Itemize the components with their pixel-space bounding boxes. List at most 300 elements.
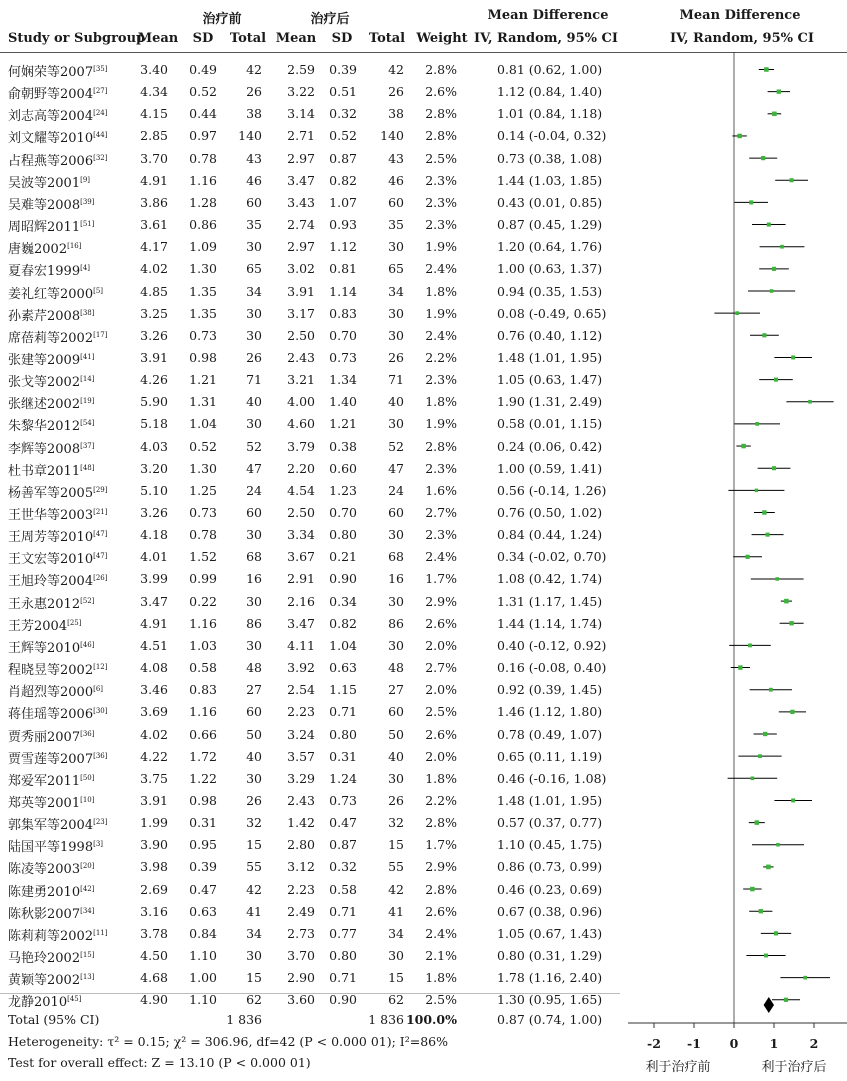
total-before: 30 — [246, 416, 262, 432]
mean-before: 4.91 — [140, 615, 168, 631]
mean-difference-ci: 1.48 (1.01, 1.95) — [497, 792, 603, 808]
point-estimate — [803, 976, 807, 980]
total-before: 30 — [246, 637, 262, 653]
weight: 1.8% — [425, 394, 457, 410]
mean-before: 2.69 — [140, 881, 168, 897]
study-ref: [12] — [93, 663, 108, 672]
point-estimate — [761, 156, 765, 160]
study-ref: [45] — [67, 995, 82, 1004]
weight: 2.7% — [425, 660, 457, 676]
mean-after: 2.74 — [287, 217, 315, 233]
study-ref: [3] — [93, 840, 104, 849]
sd-after: 0.34 — [329, 593, 357, 609]
study-name-text: 贾雪莲等2007 — [8, 751, 94, 767]
total-before: 140 — [238, 128, 262, 144]
weight: 2.0% — [425, 682, 457, 698]
mean-before: 4.50 — [140, 948, 168, 963]
mean-difference-ci: 0.65 (0.11, 1.19) — [497, 748, 603, 764]
mean-before: 4.22 — [140, 748, 168, 764]
x-tick-label: 2 — [809, 1036, 819, 1051]
study-ref: [50] — [80, 773, 95, 782]
study-name-text: 吴难等2008 — [8, 197, 81, 213]
weight: 2.8% — [425, 62, 457, 77]
sd-before: 0.58 — [189, 660, 217, 676]
total-after: 30 — [388, 593, 404, 609]
study-name-text: 黄颖等2002 — [8, 973, 81, 989]
x-tick-label: -1 — [687, 1036, 701, 1051]
sd-after: 1.04 — [329, 637, 357, 653]
sd-before: 0.52 — [189, 84, 217, 100]
md-title-header: Mean Difference — [487, 8, 609, 23]
sd-before: 0.49 — [189, 62, 217, 77]
sd-before: 0.83 — [189, 682, 217, 698]
study-ref: [14] — [80, 375, 95, 384]
mean-difference-ci: 0.43 (0.01, 0.85) — [497, 194, 603, 210]
study-ref: [4] — [80, 264, 91, 273]
point-estimate — [764, 67, 769, 72]
mean-difference-ci: 0.78 (0.49, 1.07) — [497, 726, 603, 742]
total-before: 26 — [246, 792, 262, 808]
total-before: 35 — [246, 217, 262, 233]
study-name-text: 刘文耀等2010 — [8, 131, 94, 147]
mean-difference-ci: 0.40 (-0.12, 0.92) — [497, 637, 607, 653]
study-ref: [16] — [67, 242, 82, 251]
x-tick-label: 0 — [729, 1036, 739, 1051]
sd-after: 0.71 — [329, 704, 357, 720]
mean-before: 3.47 — [140, 593, 168, 609]
total-after: 55 — [388, 859, 404, 875]
sd-before: 1.22 — [189, 770, 217, 786]
sd-after: 1.23 — [329, 482, 357, 498]
mean-difference-ci: 1.46 (1.12, 1.80) — [497, 704, 603, 720]
study-name-text: 陆国平等1998 — [8, 840, 94, 856]
total-after: 40 — [388, 748, 404, 764]
mean-after: 2.97 — [287, 150, 315, 166]
sd-after: 0.80 — [329, 527, 357, 543]
total-before: 41 — [246, 903, 262, 919]
study-name-text: 李辉等2008 — [8, 441, 81, 457]
mean-before: 3.91 — [140, 792, 168, 808]
sd-before: 0.44 — [189, 106, 217, 122]
sd-after: 1.40 — [329, 394, 357, 410]
total-before: 30 — [246, 948, 262, 963]
sd-before: 1.30 — [189, 261, 217, 277]
study-name-text: 马艳玲2002 — [8, 951, 81, 966]
weight: 2.6% — [425, 84, 457, 100]
sd-before: 1.31 — [189, 394, 217, 410]
study-name-text: 姜礼红等2000 — [8, 286, 94, 302]
total-after: 86 — [388, 615, 404, 631]
total-after: 30 — [388, 327, 404, 343]
mean-after: 3.91 — [287, 283, 315, 299]
point-estimate — [790, 710, 794, 714]
mean-before: 3.78 — [140, 925, 168, 941]
sd-after: 1.14 — [329, 283, 357, 299]
mean-before: 3.91 — [140, 349, 168, 365]
weight: 1.6% — [425, 482, 457, 498]
total-after: 30 — [388, 948, 404, 963]
sd-after: 1.15 — [329, 682, 357, 698]
study-name-text: 蒋佳瑶等2006 — [8, 707, 94, 723]
mean-before: 5.90 — [140, 394, 168, 410]
mean-after: 1.42 — [287, 815, 315, 831]
weight: 2.3% — [425, 527, 457, 543]
sd-before: 1.16 — [189, 172, 217, 188]
overall-effect-text: Test for overall effect: Z = 13.10 (P < 0.000 01) — [8, 1055, 311, 1070]
total-after: 65 — [388, 261, 404, 277]
plot-method-header: IV, Random, 95% CI — [670, 31, 814, 46]
study-name-text: 程晓昱等2002 — [8, 663, 94, 679]
weight: 2.1% — [425, 948, 457, 963]
point-estimate — [762, 510, 766, 514]
sd-after: 0.82 — [329, 172, 357, 188]
mean-before: 4.17 — [140, 239, 168, 255]
study-ref: [35] — [93, 65, 108, 73]
mean-before: 3.69 — [140, 704, 168, 720]
total-before: 60 — [246, 505, 262, 520]
mean-before: 4.15 — [140, 106, 168, 122]
mean-after: 2.20 — [287, 460, 315, 476]
total-before: 71 — [246, 372, 262, 388]
mean-difference-ci: 0.16 (-0.08, 0.40) — [497, 660, 607, 676]
total-before: 26 — [246, 84, 262, 100]
mean-after: 2.54 — [287, 682, 315, 698]
study-name-text: 占程燕等2006 — [8, 153, 94, 169]
study-ref: [21] — [93, 508, 108, 516]
total-before: 27 — [246, 682, 262, 698]
study-ref: [51] — [80, 220, 95, 229]
total-after: 34 — [388, 283, 404, 299]
md-method-header: IV, Random, 95% CI — [474, 31, 618, 46]
study-ref: [36] — [93, 751, 108, 760]
study-name-text: 张戈等2002 — [8, 375, 81, 391]
total-after: 68 — [388, 549, 404, 565]
mean1-header: Mean — [137, 31, 179, 46]
mean-after: 3.29 — [287, 770, 315, 786]
mean-after: 2.71 — [287, 128, 315, 144]
study-name-text: 陈莉莉等2002 — [8, 928, 94, 944]
weight: 2.8% — [425, 815, 457, 831]
sd-before: 1.00 — [189, 970, 217, 986]
total-after: 42 — [388, 62, 404, 77]
mean-difference-ci: 1.00 (0.63, 1.37) — [497, 261, 603, 277]
mean-after: 2.59 — [287, 62, 315, 77]
study-name-text: 周昭辉2011 — [8, 220, 81, 236]
mean-before: 5.18 — [140, 416, 168, 432]
study-ref: [32] — [93, 153, 108, 162]
mean-after: 2.23 — [287, 881, 315, 897]
sd-after: 1.12 — [329, 239, 357, 255]
sd-before: 1.10 — [189, 948, 217, 963]
sd2-header: SD — [331, 31, 353, 46]
mean-before: 3.98 — [140, 859, 168, 875]
study-ref: [44] — [93, 131, 108, 140]
mean-difference-ci: 1.44 (1.03, 1.85) — [497, 172, 603, 188]
mean-after: 4.60 — [287, 416, 315, 432]
total-after: 38 — [388, 106, 404, 122]
total-before: 16 — [246, 571, 262, 587]
study-ref: [17] — [93, 330, 108, 339]
total-before: 42 — [246, 881, 262, 897]
total-after: 30 — [388, 416, 404, 432]
study-name-text: 孙素芹2008 — [8, 308, 81, 324]
sd-before: 0.31 — [189, 815, 217, 831]
total-after: 32 — [388, 815, 404, 831]
mean-difference-ci: 0.73 (0.38, 1.08) — [497, 150, 603, 166]
total-before: 42 — [246, 62, 262, 77]
weight: 2.0% — [425, 637, 457, 653]
weight: 1.7% — [425, 837, 457, 853]
sd-after: 0.70 — [329, 327, 357, 343]
study-name-text: 朱黎华2012 — [8, 419, 81, 435]
mean-difference-ci: 0.94 (0.35, 1.53) — [497, 283, 603, 299]
x-tick-label: -2 — [647, 1036, 661, 1051]
mean-after: 3.14 — [287, 106, 315, 122]
total-before: 30 — [246, 239, 262, 255]
mean-difference-ci: 1.05 (0.63, 1.47) — [497, 372, 603, 388]
total-after: 71 — [388, 372, 404, 388]
mean-after: 2.16 — [287, 593, 315, 609]
sd-after: 1.21 — [329, 416, 357, 432]
mean-difference-ci: 1.12 (0.84, 1.40) — [497, 84, 603, 100]
weight: 2.0% — [425, 748, 457, 764]
point-estimate — [776, 843, 780, 847]
mean-after: 3.47 — [287, 615, 315, 631]
total-after: 62 — [388, 992, 404, 1008]
study-ref: [19] — [80, 397, 95, 406]
sd-after: 0.81 — [329, 261, 357, 277]
total-after: 30 — [388, 239, 404, 255]
study-ref: [20] — [80, 862, 95, 871]
point-estimate — [751, 776, 755, 780]
study-ref: [34] — [80, 906, 95, 915]
total-before: 40 — [246, 748, 262, 764]
total-after: 46 — [388, 172, 404, 188]
point-estimate — [767, 223, 771, 227]
weight: 2.6% — [425, 903, 457, 919]
mean-before: 2.85 — [140, 128, 168, 144]
mean-difference-ci: 0.76 (0.40, 1.12) — [497, 327, 603, 343]
point-estimate — [764, 954, 768, 958]
total-ci: 0.87 (0.74, 1.00) — [497, 1012, 603, 1027]
study-name-text: 席蓓莉等2002 — [8, 330, 94, 346]
total-after: 48 — [388, 660, 404, 676]
sd-after: 0.51 — [329, 84, 357, 100]
sd-after: 1.24 — [329, 770, 357, 786]
total-label: Total (95% CI) — [8, 1012, 100, 1027]
total-after: 41 — [388, 903, 404, 919]
sd-before: 1.09 — [189, 239, 217, 255]
heterogeneity-text: Heterogeneity: τ² = 0.15; χ² = 306.96, df=42 (P < 0.000 01); I²=86% — [8, 1034, 449, 1049]
study-ref: [9] — [80, 175, 91, 184]
total-weight: 100.0% — [405, 1012, 457, 1027]
sd-before: 0.99 — [189, 571, 217, 587]
weight: 2.8% — [425, 438, 457, 454]
point-estimate — [746, 555, 750, 559]
mean-difference-ci: 0.81 (0.62, 1.00) — [497, 62, 603, 77]
mean-after: 3.67 — [287, 549, 315, 565]
mean-before: 3.46 — [140, 682, 168, 698]
sd-after: 0.80 — [329, 726, 357, 742]
weight: 2.3% — [425, 460, 457, 476]
mean-before: 4.18 — [140, 527, 168, 543]
weight: 2.3% — [425, 217, 457, 233]
total-after: 26 — [388, 792, 404, 808]
study-ref: [37] — [80, 441, 95, 450]
total-after: 15 — [388, 970, 404, 986]
study-ref: [54] — [80, 419, 95, 428]
study-name-text: 张继述2002 — [8, 397, 81, 413]
total-after: 16 — [388, 571, 404, 587]
sd1-header: SD — [192, 31, 214, 46]
total-after: 40 — [388, 394, 404, 410]
total-after: 24 — [388, 482, 404, 498]
total-before: 26 — [246, 349, 262, 365]
weight: 2.3% — [425, 172, 457, 188]
sd-before: 0.97 — [189, 128, 217, 144]
mean-difference-ci: 1.90 (1.31, 2.49) — [497, 394, 603, 410]
total-after: 30 — [388, 637, 404, 653]
sd-after: 0.80 — [329, 948, 357, 963]
study-ref: [25] — [67, 618, 82, 627]
weight: 2.8% — [425, 881, 457, 897]
study-name-text: 吴波等2001 — [8, 175, 81, 191]
study-name-text: 王文宏等2010 — [8, 552, 94, 568]
mean-difference-ci: 1.01 (0.84, 1.18) — [497, 106, 603, 122]
mean2-header: Mean — [275, 31, 317, 46]
mean-before: 3.86 — [140, 194, 168, 210]
study-ref: [48] — [80, 463, 95, 472]
mean-before: 3.20 — [140, 460, 168, 476]
weight: 2.4% — [425, 925, 457, 941]
study-ref: [27] — [93, 87, 108, 96]
study-ref: [26] — [93, 574, 108, 583]
sd-before: 1.25 — [189, 482, 217, 498]
total-before: 62 — [246, 992, 262, 1008]
mean-after: 3.17 — [287, 305, 315, 321]
point-estimate — [759, 909, 763, 913]
mean-difference-ci: 0.80 (0.31, 1.29) — [497, 948, 603, 963]
weight: 2.4% — [425, 327, 457, 343]
point-estimate — [755, 489, 758, 492]
sd-before: 0.66 — [189, 726, 217, 742]
sd-after: 0.21 — [329, 549, 357, 565]
sd-after: 0.87 — [329, 150, 357, 166]
weight: 2.4% — [425, 261, 457, 277]
study-name-text: 杨善军等2005 — [8, 485, 94, 501]
sd-after: 1.34 — [329, 372, 357, 388]
sd-before: 1.52 — [189, 549, 217, 565]
mean-after: 3.60 — [287, 992, 315, 1008]
sd-after: 0.87 — [329, 837, 357, 853]
study-ref: [11] — [93, 928, 108, 937]
total-after: 26 — [388, 84, 404, 100]
study-ref: [38] — [80, 308, 95, 317]
weight: 2.6% — [425, 726, 457, 742]
point-estimate — [748, 644, 752, 648]
mean-difference-ci: 0.24 (0.06, 0.42) — [497, 438, 603, 454]
sd-before: 0.63 — [189, 903, 217, 919]
point-estimate — [790, 178, 794, 182]
mean-before: 4.85 — [140, 283, 168, 299]
total-after: 47 — [388, 460, 404, 476]
sd-before: 1.10 — [189, 992, 217, 1008]
mean-before: 1.99 — [140, 815, 168, 831]
sd-before: 1.16 — [189, 615, 217, 631]
mean-after: 2.50 — [287, 327, 315, 343]
total-before: 30 — [246, 305, 262, 321]
point-estimate — [758, 754, 762, 758]
study-ref: [10] — [80, 795, 95, 804]
sd-after: 0.39 — [329, 62, 357, 77]
point-estimate — [789, 621, 793, 625]
sd-after: 0.82 — [329, 615, 357, 631]
point-estimate — [735, 311, 739, 315]
mean-before: 3.70 — [140, 150, 168, 166]
point-estimate — [791, 798, 795, 802]
sd-before: 0.73 — [189, 505, 217, 520]
mean-before: 4.68 — [140, 970, 168, 986]
study-name-text: 肖超烈等2000 — [8, 685, 94, 701]
study-name-text: 俞朝野等2004 — [8, 87, 94, 103]
weight: 2.9% — [425, 859, 457, 875]
mean-before: 3.99 — [140, 571, 168, 587]
sd-before: 0.86 — [189, 217, 217, 233]
total-after: 60 — [388, 704, 404, 720]
mean-difference-ci: 0.34 (-0.02, 0.70) — [497, 549, 607, 565]
total-after: 30 — [388, 527, 404, 543]
weight: 1.9% — [425, 239, 457, 255]
total-before: 86 — [246, 615, 262, 631]
weight: 1.9% — [425, 305, 457, 321]
study-ref: [46] — [80, 640, 95, 649]
mean-after: 3.02 — [287, 261, 315, 277]
mean-after: 4.11 — [287, 637, 315, 653]
mean-before: 4.03 — [140, 438, 168, 454]
weight: 2.4% — [425, 549, 457, 565]
study-name-text: 王周芳等2010 — [8, 530, 94, 546]
point-estimate — [741, 444, 746, 449]
sd-after: 0.90 — [329, 571, 357, 587]
point-estimate — [755, 422, 759, 426]
total-after: 50 — [388, 726, 404, 742]
mean-before: 4.91 — [140, 172, 168, 188]
mean-before: 4.34 — [140, 84, 168, 100]
sd-after: 0.31 — [329, 748, 357, 764]
mean-difference-ci: 1.05 (0.67, 1.43) — [497, 925, 603, 941]
mean-before: 4.08 — [140, 660, 168, 676]
point-estimate — [774, 931, 778, 935]
study-ref: [47] — [93, 530, 108, 539]
total-before: 15 — [246, 970, 262, 986]
x-tick-label: 1 — [769, 1036, 779, 1051]
total-after: 52 — [388, 438, 404, 454]
study-name-text: 陈建勇2010 — [8, 884, 81, 900]
total-before: 55 — [246, 859, 262, 875]
weight: 2.5% — [425, 704, 457, 720]
plot-title-header: Mean Difference — [679, 8, 801, 23]
total-before: 30 — [246, 593, 262, 609]
weight: 2.2% — [425, 792, 457, 808]
sd-after: 0.63 — [329, 660, 357, 676]
mean-after: 3.12 — [287, 859, 315, 875]
point-estimate — [777, 89, 781, 93]
point-estimate — [769, 688, 773, 692]
weight: 2.6% — [425, 615, 457, 631]
sd-after: 0.90 — [329, 992, 357, 1008]
mean-before: 3.90 — [140, 837, 168, 853]
sd-after: 0.52 — [329, 128, 357, 144]
